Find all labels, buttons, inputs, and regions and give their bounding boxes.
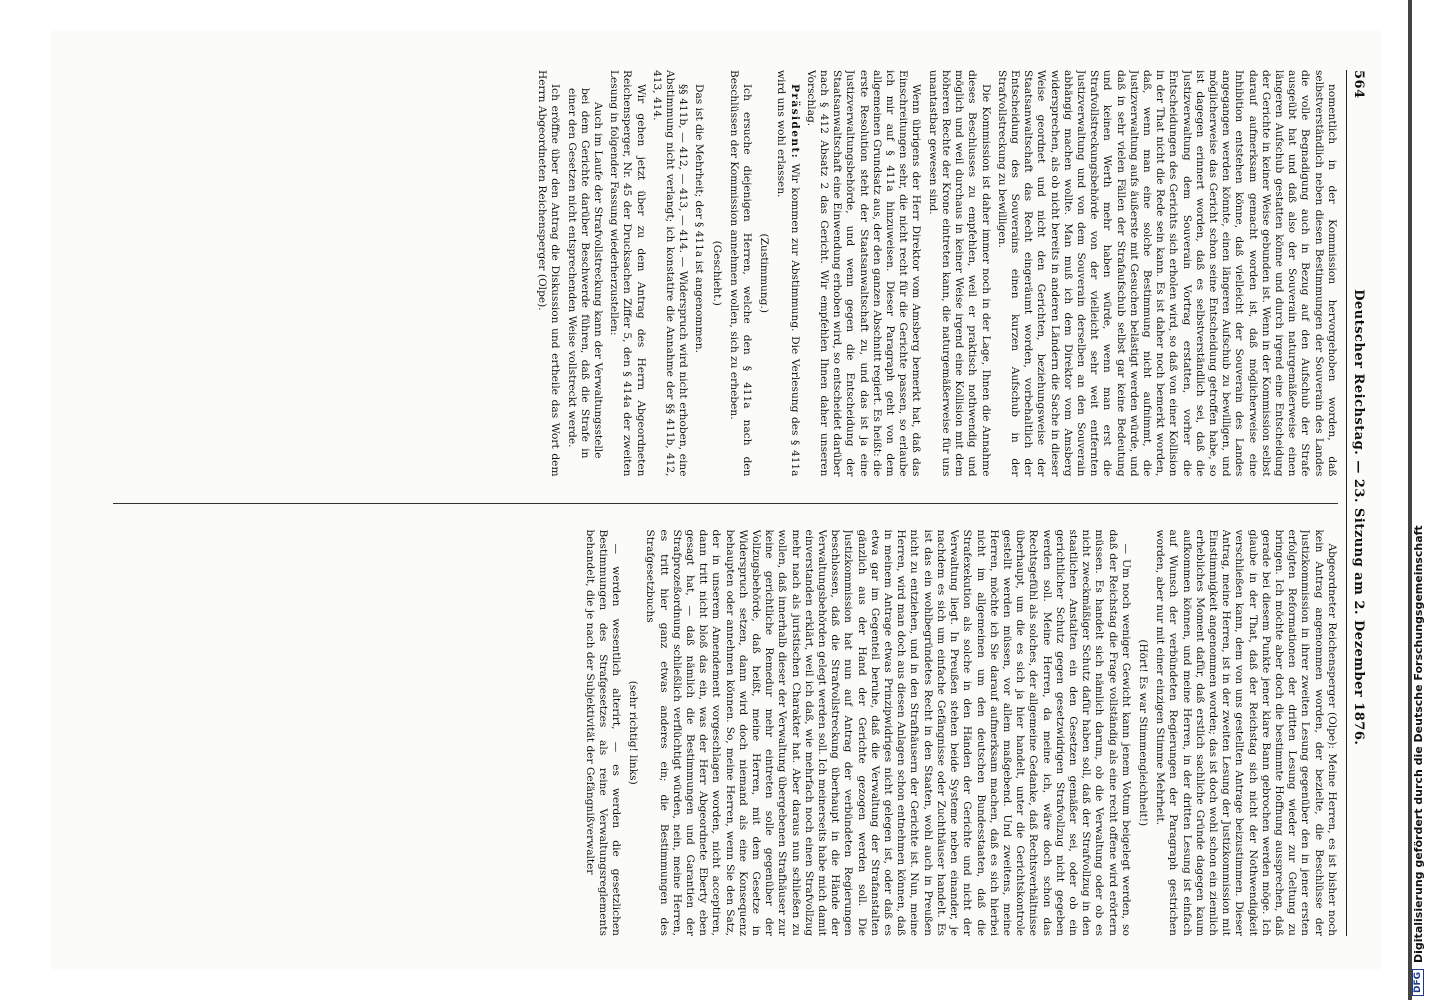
interjection: (Hört! Es war Stimmengleichheit!) bbox=[1136, 639, 1149, 827]
paragraph: — werden wesentlich alterirt, — es werden die gesetzlichen Bestimmungen des Strafgesetzes als reine Verwaltungsreglements behandelt, die je nach der Subjektivität der Gefängnißverwalter bbox=[583, 529, 623, 936]
interjection: (Zustimmung.) bbox=[758, 233, 771, 313]
column-divider bbox=[113, 503, 1338, 504]
paragraph: — Um noch weniger Gewicht kann jenem Votum beigelegt werden, so daß der Reichstag die Frage vollständig als eine recht offene wird erörtern müssen. Es handelt sich nämlich darum, ob die Verwaltung oder ob es nicht zweckmäßiger Schutz dafür haben soll, daß der Strafvollzug in den staatlichen Anstalten ein den Gesetzen gemäßer sei, oder ob ein gerichtlicher Schutz gegen gesetzwidrigen Strafvollzug nicht gegeben werden soll. Meine Herren, da meine ich, wäre doch schon das Rechtsgefühl als solches, der allgemeine Gedanke, daß Rechtsverhältnisse überhaupt, um die es sich ja hier handelt, unter die Gerichtskontrole gestellt werden müssen, vor allem maßgebend. Und zweitens, meine Herren, möchte ich Sie darauf aufmerksam machen, daß es sich hierbei nicht im allgemeinen um den deutschen Bundesstaaten, daß die Strafexekution als solche in den Händen der Gerichte und nicht der Verwaltung liegt. In Preußen stehen beide Systeme neben einander, je nachdem es sich um einfache Gefängnisse oder Zuchthäuser handelt. Es ist das ein wohlbegründetes Recht in den Staaten, wohl auch in Preußen nicht zu entziehen, und in den Strafhäusern der Gerichte ist. Nun, meine Herren, wird man doch aus diesen Anlagen schon entnehmen können, daß in meinem Antrage etwas Prinzipwidriges nicht gelegen ist, oder daß es etwa gar im Gegenteil beruhe, daß die Verwaltung der Strafanstalten gänzlich aus der Hand der Gerichte gezogen werden soll. Die Justizkommission hat nun auf Antrag der verbündeten Regierungen beschlossen, daß die Strafvollstreckung überhaupt in die Hände der Verwaltungsbehörden gelegt werden soll. Ich meinerseits habe mich damit einverstanden erklärt, weil ich daß, wie mehrfach noch einen Strafvollzug mehr nach als juristischen Charakter hat. Aber daraus nun schließen zu wollen, daß innerhalb dieser der Verwaltung übergebenen Strafhäuser zur keine gerichtliche Remedur mehr eintreten solle gegenüber der Vollzugsbehörde, daß heißt, meine Herren, mit dem Gesetze in Widerspruch setzen, dann wird doch niemand als eine Konsequenz behaupten oder annehmen können. So, meine Herren, wenn Sie den Satz, der in unserem Amendement vorgeschlagen worden, nicht acceptiren, dann tritt nicht bloß das ein, was der Herr Abgeordnete Eberty eben gesagt hat, — daß nämlich die Bestimmungen und Garantien der Strafprozeßordnung schließlich verflüchtigt würden, nein, meine Herren, es tritt hier ganz etwas anderes ein; die Bestimmungen des Strafgesetzbuchs bbox=[644, 529, 1132, 936]
quoted-motion: Auch im Laufe der Strafvollstreckung kann der Verwaltungsstelle bei dem Gerichte darüber Beschwerde führen, daß die Strafe in einer den Gesetzen nicht entsprechenden Weise vollstreckt werde. bbox=[565, 88, 605, 459]
paragraph: Ich ersuche diejenigen Herren, welche den § 411a nach den Beschlüssen der Kommission annehmen wollen, sich zu erheben. bbox=[727, 70, 754, 477]
paragraph: Die Kommission ist daher immer noch in der Lage, Ihnen die Annahme dieses Beschlusses zu empfehlen, weil er praktisch nothwendig und möglich und weil durchaus in keiner Weise irgend eine Kollision mit dem höheren Rechte der Krone eintreten kann, die naturgemäßerweise für uns unantastbar gewesen sind. bbox=[926, 70, 992, 477]
speaker-name: Präsident: bbox=[788, 84, 801, 160]
paragraph: Wenn übrigens der Herr Direktor vom Amsberg bemerkt hat, daß das Einschreitungen sehr, die nicht recht für die Gerichte passen, so erlaube ich mir auf § 411a hinzuweisen. Dieser Paragraph geht von dem allgemeinen Grundsatz aus, der den ganzen Abschnitt regiert. Es heißt: die erste Resolution steht der Staatsanwaltschaft zu, und das ist ja eine Justizverwaltungsbehörde, und wenn gegen die Entscheidung der Staatsanwaltschaft eine Einwendung erhoben wird, so entscheidet darüber nach § 412 Absatz 2 das Gericht. Wir empfehlen Ihnen daher unseren Vorschlag. bbox=[804, 70, 923, 477]
speech-text: Wir kommen zur Abstimmung. Die Verlesung des § 411a wird uns wohl erlassen. bbox=[775, 70, 801, 477]
paragraph: §§ 411b, — 412, — 413, — 414. — Widerspruch wird nicht erhoben, eine Abstimmung nicht verlangt; ich konstatire die Annahme der §§ 411b, 412, 413, 414. bbox=[650, 70, 690, 477]
dfg-logo-icon: DFG bbox=[1412, 969, 1424, 996]
right-column bbox=[113, 530, 1338, 937]
left-column bbox=[113, 70, 1338, 477]
paragraph: Ich eröffne über den Antrag die Diskussion und ertheile das Wort dem Herrn Abgeordneten Reichensperger (Olpe). bbox=[536, 70, 562, 477]
text-columns bbox=[113, 70, 1338, 936]
digitization-footer bbox=[1408, 0, 1428, 996]
page-title: Deutscher Reichstag. — 23. Sitzung am 2. Dezember 1876. bbox=[1351, 289, 1366, 746]
paragraph: Abgeordneter Reichensperger (Olpe): Meine Herren, es ist bisher noch kein Antrag angenommen worden, der bezielte, die Beschlüsse der Justizkommission in ihrer zweiten Lesung gegenüber den in jener ersten erfolgten Reformationen der dritten Lesung wieder zur Geltung zu bringen. Ich möchte aber doch die bestimmte Hoffnung aussprechen, daß gerade bei diesem Punkte jener klare Bann gebrochen werden möge. Ich glaube in der That, daß der Reichstag sich nicht der Nothwendigkeit verschließen kann, dem von uns gestellten Antrage beizustimmen. Dieser Antrag, meine Herren, ist in der zweiten Lesung der Justizkommission mit Einstimmigkeit angenommen worden; das ist doch wohl schon ein ziemlich erhebliches Moment dafür, daß erstlich sachliche Gründe dagegen kaum aufkommen können, und meine Herren, in der dritten Lesung ist einfach auf Wunsch der verbündeten Regierungen der Paragraph gestrichen worden, aber nur mit einer einzigen Stimme Mehrheit. bbox=[1154, 529, 1338, 936]
paragraph: Das ist die Mehrheit; der § 411a ist angenommen. bbox=[693, 84, 706, 353]
scanned-page bbox=[51, 30, 1381, 970]
footer-text: Digitalisierung gefördert durch die Deutsche Forschungsgemeinschaft bbox=[1411, 525, 1425, 963]
running-head bbox=[1346, 70, 1365, 936]
page-number: 564 bbox=[1351, 70, 1366, 99]
interjection: (sehr richtig! links) bbox=[627, 680, 640, 785]
interjection: (Geschieht.) bbox=[710, 240, 723, 306]
president-speech bbox=[774, 70, 800, 477]
paragraph: Wir gehen jetzt über zu dem Antrag des Herrn Abgeordneten Reichensperger, Nr. 45 der Drucksachen Ziffer 5, den § 414a der zweiten Lesung in folgender Fassung wiederherzustellen: bbox=[608, 70, 647, 477]
paragraph: nomentlich in der Kommission hervorgehoben worden, daß selbstverständlich neben diesen Bestimmungen der Souverain des Landes die volle Begnadigung auch in Bezug auf den Aufschub der Strafe ausgeübt hat und daß also der Souverain naturgemäßerweise einen längeren Aufschub gestatten könne und durch irgend eine Entscheidung der Gerichte in keiner Weise gebunden ist. Wenn in der Kommission selbst darauf aufmerksam gemacht worden ist, daß möglicherweise eine Inhibition entstehen könne, daß vielleicht der Souverain des Landes angegangen werden könnte, einen längeren Aufschub zu bewilligen, und möglicherweise das Gericht schon seine Entscheidung getroffen habe, so ist dagegen erinnert worden, daß es selbstverständlich sei, daß die Justizverwaltung dem Souverain Vortrag erstatten, vorher die Entscheidungen des Gerichts sich erholen wird, so daß von einer Kollision in der That nicht die Rede sein kann. Es ist daher noch bemerkt worden, daß, wenn man eine solche Bestimmung nicht aufnimmt, die Justizverwaltung aufs äußerste mit Gesuchen belästigt werden würde, und daß in sehr vielen Fällen der Strafaufschub selbst gar keine Bedeutung und keinen Werth mehr haben würde, wenn man erst die Strafvollstreckungsbehörde von der vielleicht sehr weit entfernten Justizverwaltung und von dem Souverain derselben an den Souverain abhängig machen wollte. Man muß ich dem Direktor vom Amsberg widersprechen, als ob nicht bereits in anderen Ländern die Sache in dieser Weise geordnet und nicht den Gerichten, beziehungsweise der Staatsanwaltschaft das Recht eingeräumt worden, vorbehaltlich der Entscheidung des Souverains einen kurzen Aufschub in der Strafvollstreckung zu bewilligen. bbox=[995, 70, 1338, 477]
